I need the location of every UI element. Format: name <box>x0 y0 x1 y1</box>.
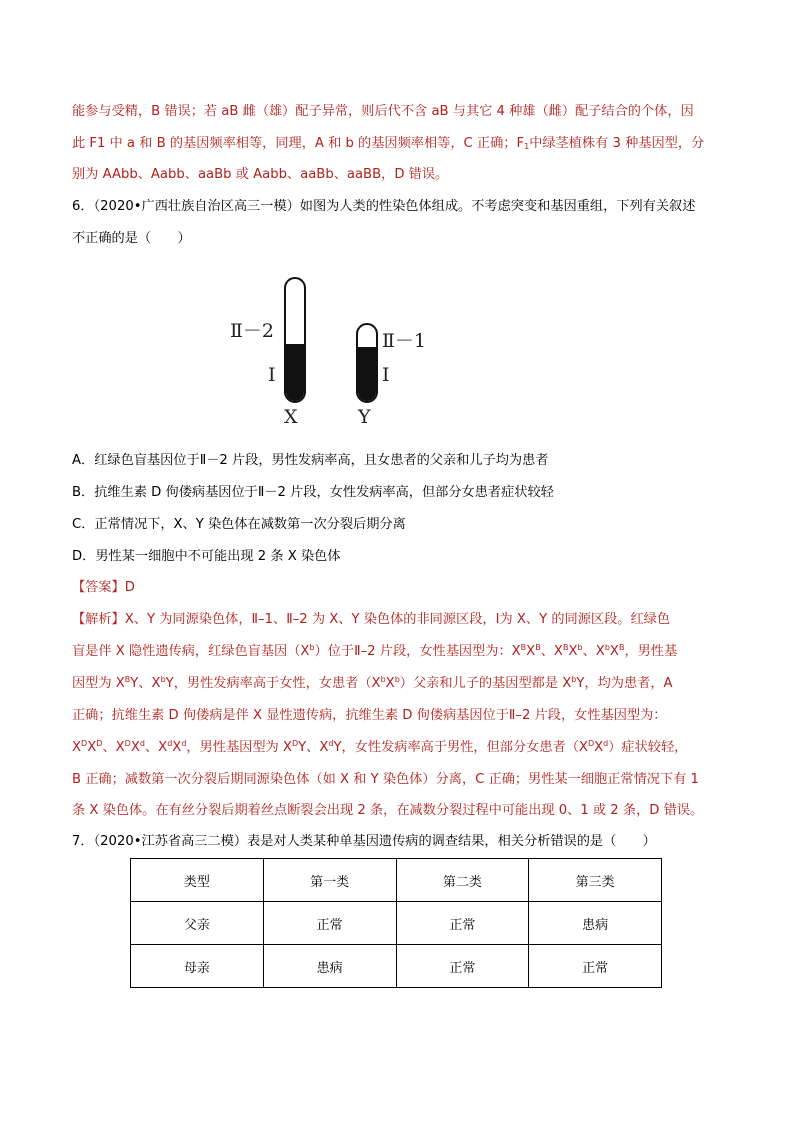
explanation-line-1: 能参与受精，B 错误；若 aB 雌（雄）配子异常，则后代不含 aB 与其它 4 种雄（雌）配子结合的个体，因 <box>72 104 694 119</box>
table-cell: 患病 <box>529 902 662 945</box>
option-b: B．抗维生素 D 佝偻病基因位于Ⅱ－2 片段，女性发病率高，但部分女患者症状较轻 <box>72 485 554 500</box>
answer-tag: 【答案】 <box>72 580 125 595</box>
table-cell: 正常 <box>396 945 529 988</box>
table-header-cell: 第三类 <box>529 859 662 902</box>
table-cell: 母亲 <box>131 945 264 988</box>
table-header-cell: 类型 <box>131 859 264 902</box>
option-a: A．红绿色盲基因位于Ⅱ－2 片段，男性发病率高，且女患者的父亲和儿子均为患者 <box>72 453 549 468</box>
table-row <box>131 902 662 945</box>
label-x: X <box>284 406 298 428</box>
explanation-line-3: 别为 AAbb、Aabb、aaBb 或 Aabb、aaBb、aaBB，D 错误。 <box>72 167 449 182</box>
analysis-line-6: B 正确；减数第一次分裂后期同源染色体（如 X 和 Y 染色体）分离，C 正确；男性某一细胞正常情况下有 1 <box>72 772 699 787</box>
option-d: D．男性某一细胞中不可能出现 2 条 X 染色体 <box>72 549 341 564</box>
question-6-stem-line-1: 6．（2020•广西壮族自治区高三一模）如图为人类的性染色体组成。不考虑突变和基因重组，下列有关叙述 <box>72 199 696 214</box>
answer-line <box>72 578 135 598</box>
question-6-stem-line-2: 不正确的是（ ） <box>72 231 191 246</box>
analysis-line-5: $X^DX^D$、$X^DX^d$、$X^dX^d$，男性基因型为 $X^DY$、$X^dY$，女性发病率高于男性，但部分女患者$(X^DX^d)$症状较轻， <box>72 739 688 755</box>
analysis-line-2: 盲是伴 X 隐性遗传病，红绿色盲基因$(X^b)$位于Ⅱ–2 片段，女性基因型为：$X^BX^B$、$X^BX^b$、$X^bX^B$，男性基 <box>72 643 678 659</box>
table-cell: 正常 <box>263 902 396 945</box>
analysis-tag: 【解析】 <box>72 612 125 627</box>
label-i-x: Ⅰ <box>268 364 276 386</box>
survey-table <box>130 858 662 988</box>
x-chromosome-segment-i <box>286 344 304 401</box>
analysis-line-4: 正确；抗维生素 D 佝偻病是伴 X 显性遗传病，抗维生素 D 佝偻病基因位于Ⅱ–2 片段，女性基因型为： <box>72 708 667 723</box>
sex-chromosome-figure <box>224 272 444 432</box>
analysis-line-7: 条 X 染色体。在有丝分裂后期着丝点断裂会出现 2 条，在减数分裂过程中可能出现 0、1 或 2 条，D 错误。 <box>72 803 704 818</box>
table-cell: 正常 <box>396 902 529 945</box>
table-cell: 患病 <box>263 945 396 988</box>
table-header-row <box>131 859 662 902</box>
answer-value: D <box>124 580 135 595</box>
option-c: C．正常情况下，X、Y 染色体在减数第一次分裂后期分离 <box>72 517 406 532</box>
table-header-cell: 第二类 <box>396 859 529 902</box>
explanation-line-2: 此 F1 中 a 和 B 的基因频率相等，同理，A 和 b 的基因频率相等，C 正确；$F_1$中绿茎植株有 3 种基因型，分 <box>72 136 705 151</box>
label-ii-2: Ⅱ－2 <box>230 320 275 342</box>
label-i-y: Ⅰ <box>382 364 390 386</box>
table-header-cell: 第一类 <box>263 859 396 902</box>
table-row <box>131 945 662 988</box>
table-cell: 正常 <box>529 945 662 988</box>
label-y: Y <box>358 406 371 428</box>
y-chromosome-segment-i <box>358 347 376 401</box>
question-7-stem: 7．（2020•江苏省高三二模）表是对人类某种单基因遗传病的调查结果，相关分析错误的是（ ） <box>72 834 656 849</box>
analysis-line-3: 因型为 $X^BY$、$X^bY$，男性发病率高于女性，女患者$(X^bX^b)$父亲和儿子的基因型都是 $X^bY$，均为患者，A <box>72 675 673 691</box>
table-cell: 父亲 <box>131 902 264 945</box>
label-ii-1: Ⅱ－1 <box>382 330 427 352</box>
analysis-line-1: 【解析】X、Y 为同源染色体，Ⅱ–1、Ⅱ–2 为 X、Y 染色体的非同源区段，Ⅰ为 X、Y 的同源区段。红绿色 <box>72 612 671 627</box>
